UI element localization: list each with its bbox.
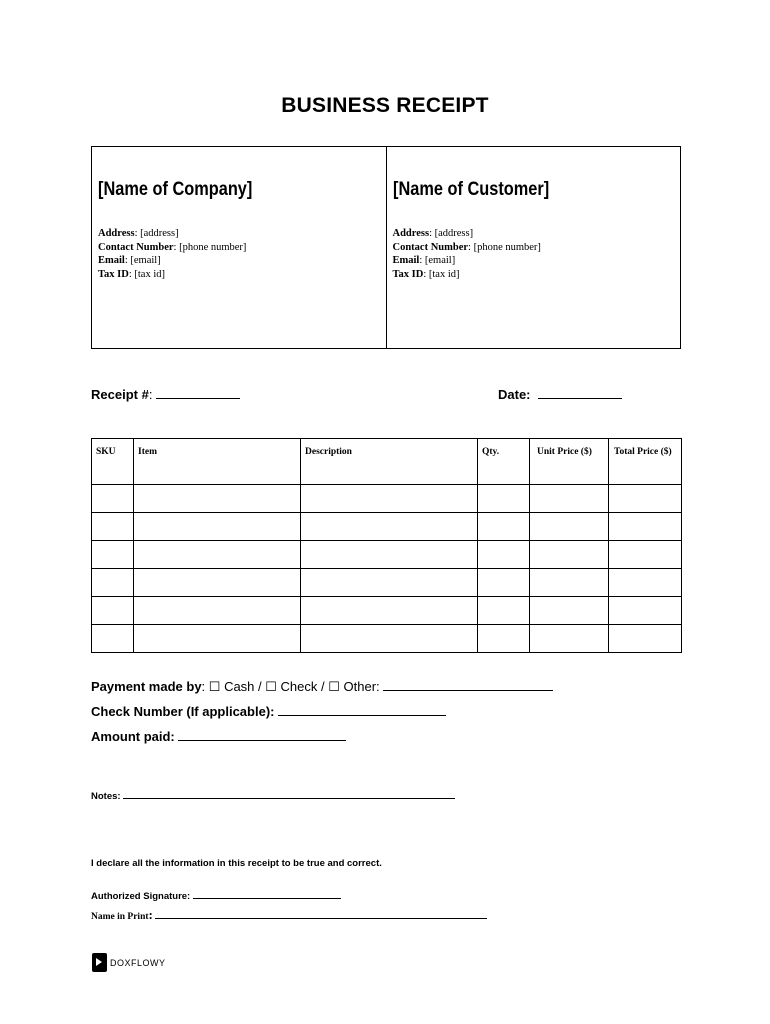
document-title: BUSINESS RECEIPT <box>281 94 489 117</box>
payment-method-row: Payment made by: ☐ Cash / ☐ Check / ☐ Other: <box>91 679 553 695</box>
date-label: Date: <box>498 387 531 402</box>
items-table-body <box>92 485 682 653</box>
date-row <box>498 387 622 402</box>
column-header-sku: SKU <box>92 439 134 485</box>
date-field[interactable] <box>538 387 622 399</box>
table-cell[interactable] <box>92 625 134 653</box>
table-cell[interactable] <box>478 597 530 625</box>
table-row <box>92 569 682 597</box>
table-cell[interactable] <box>134 485 301 513</box>
table-cell[interactable] <box>530 625 609 653</box>
table-cell[interactable] <box>478 485 530 513</box>
table-cell[interactable] <box>478 569 530 597</box>
company-taxid-value[interactable]: : [tax id] <box>128 268 165 280</box>
check-number-row <box>91 704 446 719</box>
customer-email-value[interactable]: : [email] <box>419 255 456 266</box>
check-checkbox[interactable]: ☐ <box>265 679 277 694</box>
table-cell[interactable] <box>301 485 478 513</box>
customer-taxid-value[interactable]: : [tax id] <box>423 268 460 280</box>
table-cell[interactable] <box>301 513 478 541</box>
check-number-label: Check Number (If applicable): <box>91 704 275 719</box>
name-in-print-row: Name in Print: <box>91 907 487 923</box>
table-cell[interactable] <box>530 485 609 513</box>
receipt-number-field[interactable] <box>156 387 240 399</box>
table-cell[interactable] <box>530 569 609 597</box>
column-header-description: Description <box>301 439 478 485</box>
items-table <box>91 438 682 653</box>
customer-contact-label: Contact Number <box>392 241 469 253</box>
column-header-qty: Qty. <box>478 439 530 485</box>
table-cell[interactable] <box>92 597 134 625</box>
company-contact-value[interactable]: : [phone number] <box>173 241 247 253</box>
table-cell[interactable] <box>301 625 478 653</box>
notes-label: Notes: <box>91 791 121 802</box>
company-address-label: Address <box>98 228 135 239</box>
signature-label: Authorized Signature: <box>91 891 191 902</box>
other-checkbox[interactable]: ☐ <box>328 679 340 694</box>
table-cell[interactable] <box>478 541 530 569</box>
table-cell[interactable] <box>134 597 301 625</box>
table-row <box>92 597 682 625</box>
company-section <box>92 147 386 348</box>
table-cell[interactable] <box>134 625 301 653</box>
customer-address-label: Address <box>392 228 430 239</box>
customer-address-value[interactable]: : [address] <box>429 228 474 239</box>
table-cell[interactable] <box>478 513 530 541</box>
company-address-value[interactable]: : [address] <box>134 228 179 239</box>
customer-details <box>393 227 541 281</box>
customer-name: [Name of Customer] <box>392 179 549 200</box>
table-cell[interactable] <box>92 485 134 513</box>
company-details <box>98 227 246 281</box>
table-cell[interactable] <box>609 569 682 597</box>
table-row <box>92 485 682 513</box>
table-cell[interactable] <box>301 569 478 597</box>
table-row <box>92 513 682 541</box>
company-taxid-label: Tax ID <box>98 268 129 280</box>
doxflowy-logo-icon <box>92 953 107 972</box>
amount-paid-field[interactable] <box>178 729 346 741</box>
customer-email-label: Email <box>392 255 420 266</box>
signature-field[interactable] <box>193 889 341 899</box>
customer-section <box>386 147 681 348</box>
customer-contact-value[interactable]: : [phone number] <box>468 241 541 253</box>
table-cell[interactable] <box>530 513 609 541</box>
table-header-row <box>92 439 682 485</box>
name-in-print-label: Name in Print <box>91 912 149 922</box>
table-cell[interactable] <box>609 513 682 541</box>
table-cell[interactable] <box>134 513 301 541</box>
customer-taxid-label: Tax ID <box>392 268 424 280</box>
other-field[interactable] <box>383 679 553 691</box>
table-row <box>92 625 682 653</box>
table-cell[interactable] <box>609 597 682 625</box>
amount-paid-label: Amount paid: <box>91 729 175 744</box>
table-cell[interactable] <box>134 569 301 597</box>
receipt-number-label: Receipt # <box>91 387 149 402</box>
table-cell[interactable] <box>301 597 478 625</box>
amount-paid-row <box>91 729 346 744</box>
receipt-number-row: Receipt #: <box>91 387 240 402</box>
table-cell[interactable] <box>530 541 609 569</box>
cash-checkbox[interactable]: ☐ <box>208 679 221 694</box>
notes-field[interactable] <box>123 789 455 799</box>
table-cell[interactable] <box>92 513 134 541</box>
signature-row <box>91 889 341 902</box>
check-number-field[interactable] <box>278 704 446 716</box>
column-header-item: Item <box>134 439 301 485</box>
company-name: [Name of Company] <box>98 179 253 200</box>
table-cell[interactable] <box>134 541 301 569</box>
name-in-print-field[interactable] <box>155 909 487 919</box>
table-cell[interactable] <box>92 541 134 569</box>
other-option-label: Other: <box>343 679 380 694</box>
cash-option-label: Cash / <box>224 679 262 694</box>
notes-row <box>91 789 455 802</box>
payment-label: Payment made by <box>91 679 202 694</box>
brand-logo <box>92 953 166 972</box>
check-option-label: Check / <box>280 679 325 694</box>
table-cell[interactable] <box>92 569 134 597</box>
parties-box <box>91 146 681 349</box>
table-cell[interactable] <box>301 541 478 569</box>
company-contact-label: Contact Number <box>98 241 174 253</box>
declaration-text: I declare all the information in this receipt to be true and correct. <box>91 858 382 869</box>
table-row <box>92 541 682 569</box>
table-cell[interactable] <box>609 625 682 653</box>
table-cell[interactable] <box>609 485 682 513</box>
company-email-value[interactable]: : [email] <box>124 255 161 266</box>
column-header-total-price: Total Price ($) <box>609 439 682 485</box>
table-cell[interactable] <box>609 541 682 569</box>
column-header-unit-price: Unit Price ($) <box>530 439 609 485</box>
table-cell[interactable] <box>478 625 530 653</box>
table-cell[interactable] <box>530 597 609 625</box>
logo-text: DOXFLOWY <box>110 957 166 968</box>
company-email-label: Email <box>98 255 125 266</box>
